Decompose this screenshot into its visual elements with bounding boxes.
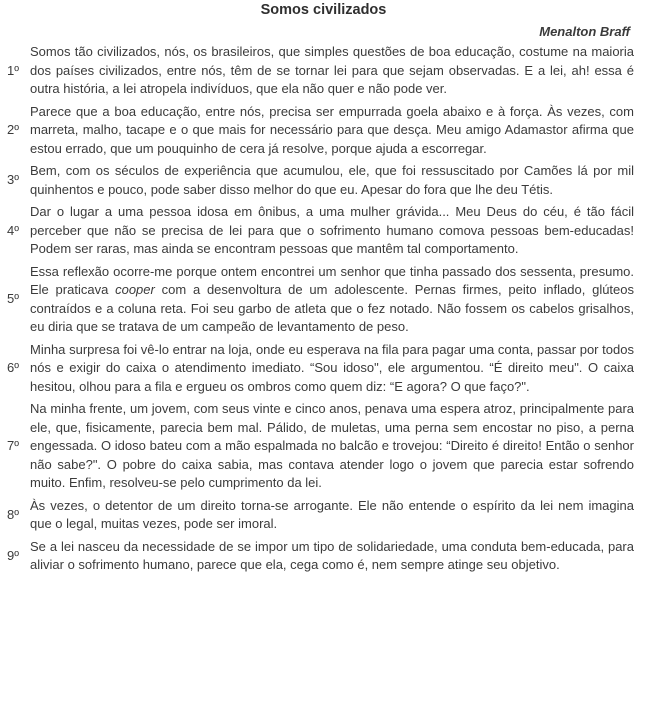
paragraph-number: 5º bbox=[7, 291, 19, 307]
document-page bbox=[0, 2, 647, 575]
paragraph-number: 1º bbox=[7, 62, 19, 78]
paragraph-row-3 bbox=[0, 162, 647, 199]
paragraph-text-post: com a desenvoltura de um adolescente. Pernas firmes, peito inflado, glúteos contraídos e a coluna reta. Foi seu garbo de atleta que o fez notado. Não fossem os cabelos grisalhos, eu diria que se tratava de um campeão de levantamento de peso. bbox=[30, 282, 635, 334]
paragraph-text: Somos tão civilizados, nós, os brasileiros, que simples questões de boa educação, costume na maioria dos países civilizados, entre nós, têm de se tornar lei para que sejam observadas. E a lei, ah! essa é outra história, a lei atropela indivíduos, que ela não quer e não pode ver. bbox=[30, 44, 634, 96]
paragraph-number: 6º bbox=[7, 360, 19, 375]
paragraph-row-9 bbox=[0, 538, 647, 575]
paragraph-text: Se a lei nasceu da necessidade de se impor um tipo de solidariedade, uma conduta bem-educada, para aliviar o sofrimento humano, parece que ela, cega como é, nem sempre atinge seu objetivo. bbox=[30, 538, 634, 572]
paragraph-text-pre: Essa reflexão ocorre-me porque ontem encontrei um senhor que tinha passado dos sessenta, presumo. Ele praticava bbox=[30, 263, 634, 297]
paragraph-text: Dar o lugar a uma pessoa idosa em ônibus, a uma mulher grávida... Meu Deus do céu, é tão fácil perceber que não se precisa de lei para que o sofrimento humano comova pessoas bem-educadas! Podem ser raras, mas ainda se encontram pessoas que mantêm tal comportamento. bbox=[30, 204, 634, 256]
article-author: Menalton Braff bbox=[539, 24, 630, 39]
paragraph-row-4 bbox=[0, 203, 647, 259]
paragraph-row-5 bbox=[0, 263, 647, 337]
paragraph-text: Parece que a boa educação, entre nós, precisa ser empurrada goela abaixo e à força. Às vezes, com marreta, malho, tacape e o que mais for necessário para que desça. Meu amigo Adamastor afirma que estou errado, que um pouquinho de cera já resolve, porque ajuda a escorregar. bbox=[30, 103, 634, 156]
paragraph-row-7 bbox=[0, 400, 647, 493]
paragraph-text: Minha surpresa foi vê-lo entrar na loja, onde eu esperava na fila para pagar uma conta, passar por todos nós e exigir do caixa o atendimento imediato. “Sou idoso", ele argumentou. “É direito meu". O caixa hesitou, olhou para a fila e ergueu os ombros como quem diz: “E agora? O que faço?". bbox=[30, 341, 634, 394]
paragraph-text: Bem, com os séculos de experiência que acumulou, ele, que foi ressuscitado por Camões lá por mil quinhentos e pouco, pode saber disso melhor do que eu. Apesar do fora que lhe deu Tétis. bbox=[30, 163, 634, 197]
paragraph-row-8 bbox=[0, 497, 647, 534]
paragraph-number: 7º bbox=[7, 438, 19, 453]
paragraph-number: 8º bbox=[7, 506, 19, 522]
paragraph-number: 4º bbox=[7, 222, 19, 238]
paragraph-text bbox=[30, 263, 647, 337]
paragraph-number: 2º bbox=[7, 122, 19, 137]
paragraph-number: 3º bbox=[7, 172, 19, 188]
paragraph-number: 9º bbox=[7, 547, 19, 563]
paragraph-text: Às vezes, o detentor de um direito torna-se arrogante. Ele não entende o espírito da lei nem imagina que o legal, muitas vezes, pode ser imoral. bbox=[30, 497, 634, 531]
article-title: Somos civilizados bbox=[260, 2, 387, 18]
paragraph-text: Na minha frente, um jovem, com seus vinte e cinco anos, penava uma espera atroz, principalmente para ele, que, fisicamente, parecia bem mal. Pálido, de muletas, uma perna sem encostar no piso, a perna engessada. O idoso bateu com a mão espalmada no balcão e trovejou: “Direito é direito! Então o senhor não sabe?". O pobre do caixa sabia, mas contava atender logo o jovem que parecia estar sofrendo muito. Enfim, resolveu-se pelo cumprimento da lei. bbox=[30, 401, 634, 490]
paragraph-row-2 bbox=[0, 103, 647, 159]
paragraph-row-6 bbox=[0, 341, 647, 397]
paragraph-row-1 bbox=[0, 43, 647, 99]
italic-term: cooper bbox=[115, 282, 155, 297]
article-body bbox=[0, 43, 647, 575]
